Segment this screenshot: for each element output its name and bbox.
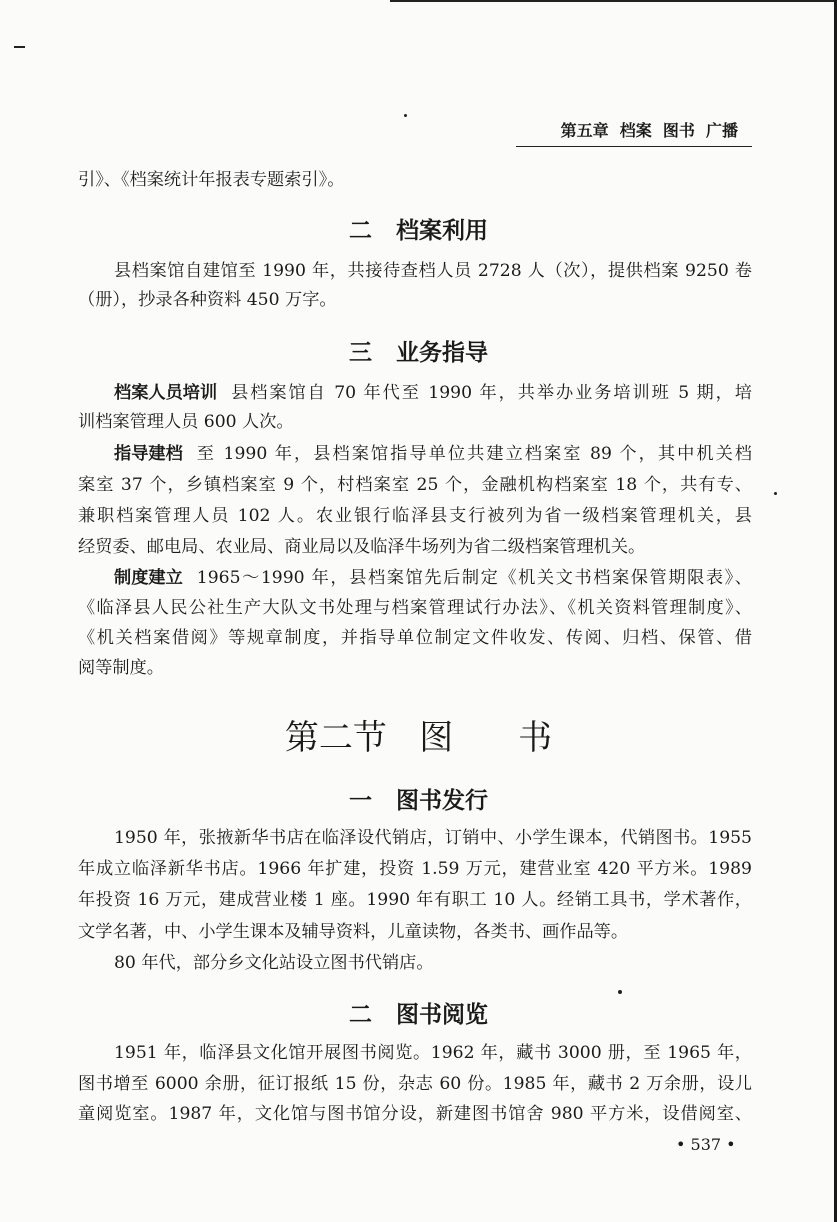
body-line: 文学名著，中、小学生课本及辅导资料，儿童读物，各类书、画作品等。 bbox=[78, 922, 629, 942]
body-line: 80 年代，部分乡文化站设立图书代销店。 bbox=[114, 953, 434, 973]
body-line: 1950 年，张掖新华书店在临泽设代销店，订销中、小学生课本，代销图书。1955 bbox=[114, 828, 752, 848]
section-heading: 第二节 图 书 bbox=[284, 718, 553, 758]
body-line: 经贸委、邮电局、农业局、商业局以及临泽牛场列为省二级档案管理机关。 bbox=[78, 537, 646, 557]
body-line: 县档案馆自建馆至 1990 年，共接待查档人员 2728 人（次），提供档案 9250 卷 bbox=[114, 261, 752, 281]
body-line: 1951 年，临泽县文化馆开展图书阅览。1962 年，藏书 3000 册，至 1965 年， bbox=[114, 1043, 752, 1063]
body-line: 《机关档案借阅》等规章制度，并指导单位制定文件收发、传阅、归档、保管、借 bbox=[78, 628, 752, 648]
paragraph-first-line bbox=[114, 446, 752, 463]
page-number: • 537 • bbox=[676, 1135, 736, 1154]
paragraph-term: 指导建档 bbox=[114, 444, 183, 464]
body-text: 1965～1990 年，县档案馆先后制定《机关文书档案保管期限表》、 bbox=[196, 568, 752, 588]
scan-speck bbox=[14, 46, 25, 48]
body-text: 县档案馆自 70 年代至 1990 年，共举办业务培训班 5 期，培 bbox=[231, 383, 752, 403]
running-header-text: 第五章 档案 图书 广播 bbox=[560, 121, 738, 140]
body-line: 童阅览室。1987 年，文化馆与图书馆分设，新建图书馆舍 980 平方米，设借阅室、 bbox=[78, 1104, 752, 1124]
subsection-heading: 一 图书发行 bbox=[348, 787, 489, 814]
subsection-heading: 二 图书阅览 bbox=[348, 1001, 489, 1028]
body-line: 训档案管理人员 600 人次。 bbox=[78, 412, 294, 432]
body-line: 年投资 16 万元，建成营业楼 1 座。1990 年有职工 10 人。经销工具书，学术著作， bbox=[78, 890, 752, 910]
scan-speck bbox=[404, 114, 407, 117]
body-line: 年成立临泽新华书店。1966 年扩建，投资 1.59 万元，建营业室 420 平方米。1989 bbox=[78, 859, 752, 879]
subsection-heading: 三 业务指导 bbox=[348, 339, 489, 366]
body-line: 《临泽县人民公社生产大队文书处理与档案管理试行办法》、《机关资料管理制度》、 bbox=[78, 598, 752, 618]
body-line: 引》、《档案统计年报表专题索引》。 bbox=[78, 170, 345, 190]
body-line: 图书增至 6000 余册，征订报纸 15 份，杂志 60 份。1985 年，藏书 2 万余册，设儿 bbox=[78, 1074, 752, 1094]
subsection-heading: 二 档案利用 bbox=[348, 217, 489, 244]
paragraph-term: 档案人员培训 bbox=[114, 383, 218, 403]
body-line: 兼职档案管理人员 102 人。农业银行临泽县支行被列为省一级档案管理机关，县 bbox=[78, 506, 752, 526]
body-text: 至 1990 年，县档案馆指导单位共建立档案室 89 个，其中机关档 bbox=[196, 444, 752, 464]
running-header bbox=[516, 116, 752, 147]
paragraph-first-line bbox=[114, 570, 752, 587]
body-line: （册），抄录各种资料 450 万字。 bbox=[78, 290, 337, 310]
body-line: 案室 37 个，乡镇档案室 9 个，村档案室 25 个，金融机构档案室 18 个，共有专、 bbox=[78, 475, 752, 495]
scan-edge-top bbox=[390, 0, 837, 2]
body-line: 阅等制度。 bbox=[78, 658, 164, 678]
paragraph-term: 制度建立 bbox=[114, 568, 183, 588]
scan-speck bbox=[774, 492, 777, 495]
paragraph-first-line bbox=[114, 385, 752, 402]
scan-speck bbox=[618, 990, 622, 994]
